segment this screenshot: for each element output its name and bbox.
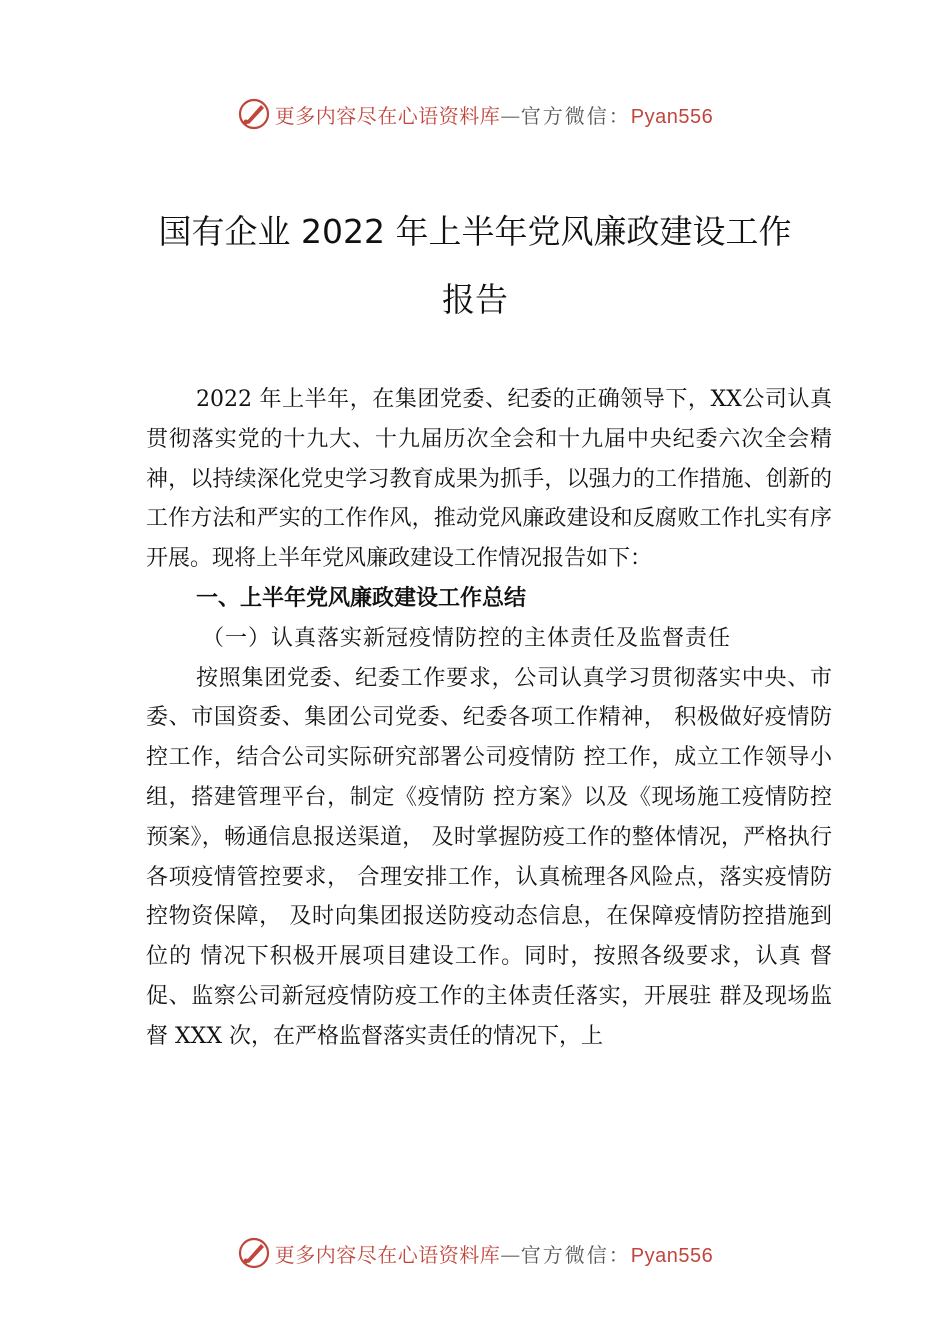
section-heading: 一、上半年党风廉政建设工作总结 (196, 585, 527, 611)
watermark-dash: — (500, 1242, 521, 1267)
watermark-wechat-id: Pyan556 (630, 1244, 714, 1267)
watermark-footer (0, 1233, 950, 1273)
watermark-brand: 更多内容尽在心语资料库 (274, 103, 501, 128)
watermark-text (275, 100, 713, 129)
watermark-wechat-label: 官方微信： (520, 1242, 631, 1267)
pen-ink-logo-icon (237, 97, 271, 131)
watermark-wechat-label: 官方微信： (520, 103, 631, 128)
subsection-heading: （一）认真落实新冠疫情防控的主体责任及监督责任 (202, 625, 732, 651)
document-title-line2: 报告 (442, 280, 508, 319)
watermark-brand: 更多内容尽在心语资料库 (274, 1242, 501, 1267)
watermark-wechat-id: Pyan556 (630, 105, 714, 128)
document-body (146, 380, 832, 1057)
intro-paragraph: 2022 年上半年，在集团党委、纪委的正确领导下，XX公司认真贯彻落实党的十九大、十九届历次全会和十九届中央纪委六次全会精神，以持续深化党史学习教育成果为抓手，以强力的工作措施、创新的工作方法和严实的工作作风，推动党风廉政建设和反腐败工作扎实有序开展。现将上半年党风廉政建设工作情况报告如下： (146, 387, 832, 572)
watermark-text (275, 1239, 713, 1268)
pen-ink-logo-icon (237, 1236, 271, 1270)
watermark-header (0, 94, 950, 134)
body-paragraph: 按照集团党委、纪委工作要求，公司认真学习贯彻落实中央、市委、市国资委、集团公司党委、纪委各项工作精神， 积极做好疫情防控工作，结合公司实际研究部署公司疫情防 控工作，成立工作领导小组，搭建管理平台，制定《疫情防 控方案》以及《现场施工疫情防控预案》，畅通信息报送渠道， 及时掌握防疫工作的整体情况，严格执行各项疫情管控要求， 合理安排工作，认真梳理各风险点，落实疫情防控物资保障， 及时向集团报送防疫动态信息，在保障疫情防控措施到位的 情况下积极开展项目建设工作。同时，按照各级要求，认真 督促、监察公司新冠疫情防疫工作的主体责任落实，开展驻 群及现场监督 XXX 次，在严格监督落实责任的情况下，上 (146, 665, 832, 1049)
watermark-dash: — (500, 103, 521, 128)
document-title-line1: 国有企业 2022 年上半年党风廉政建设工作 (158, 212, 792, 251)
